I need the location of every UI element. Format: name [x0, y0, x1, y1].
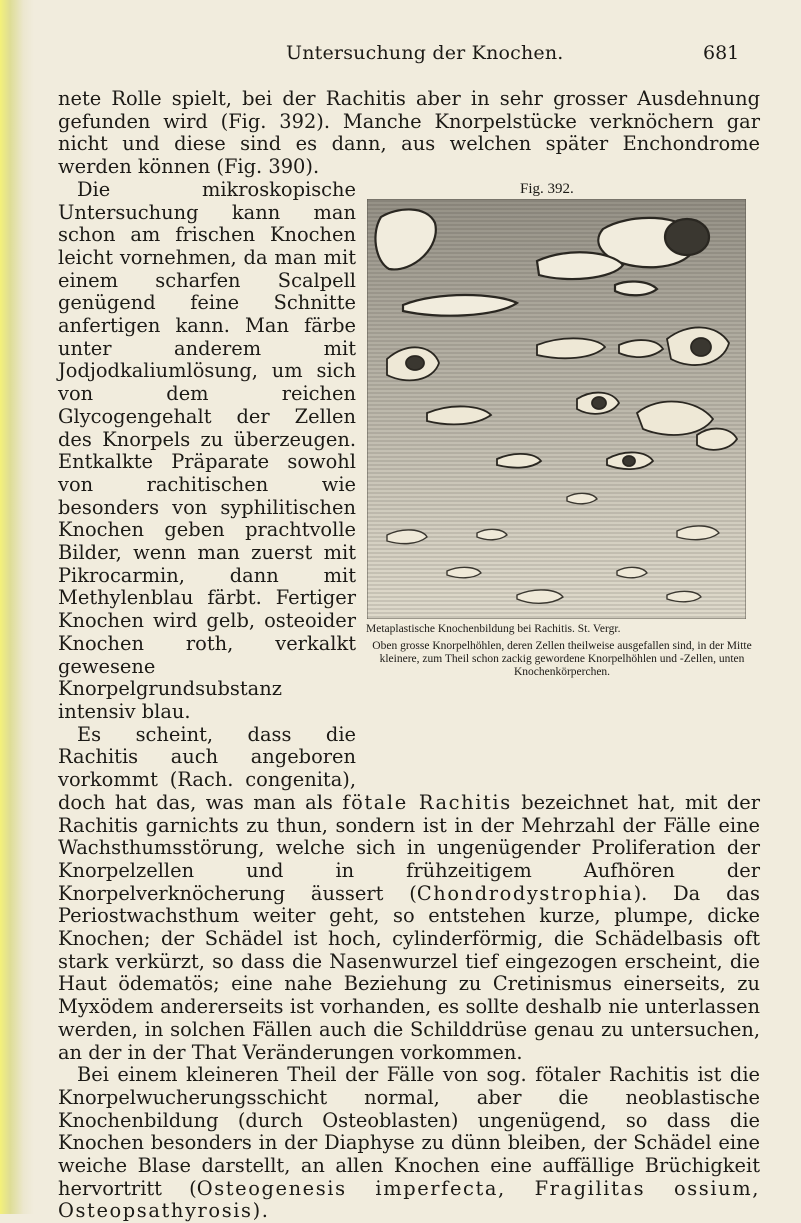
page-header: [0, 42, 801, 72]
page-edge: [0, 0, 34, 1214]
body-text: [58, 88, 760, 1223]
micrograph-illustration: [367, 199, 746, 619]
paragraph-3-part-3: ). Da das Periostwachsthum weiter geht, so entstehen kurze, plumpe, dicke Knochen; der Schädel ist hoch, cylinderförmig, die Schädelbasis oft stark verkürzt, so dass die Nasenwurzel tief eingezogen erscheint, die Haut ödematös; eine nahe Beziehung zu Cretinismus einerseits, zu Myxödem andererseits ist vorhanden, es sollte deshalb nie unterlassen werden, in solchen Fällen auch die Schilddrüse genau zu untersuchen, an der in der That Veränderungen vorkommen.: [58, 881, 760, 1064]
figure-caption-body: Oben grosse Knorpelhöhlen, deren Zellen theilweise ausgefallen sind, in der Mitte kleinere, zum Theil schon zackig gewordene Knorpelhöhlen und -Zellen, unten Knochenkörperchen.: [372, 639, 752, 679]
paragraph-3-part-1: Es scheint, dass die Rachitis auch angeboren vorkommt (Rach. congenita), doch hat das, was man als: [58, 722, 356, 814]
figure-caption-title: Metaplastische Knochenbildung bei Rachitis. St. Vergr.: [366, 622, 621, 635]
paragraph-4-part-2: , Fragilitas ossium, Osteopsathyrosis).: [58, 1176, 760, 1223]
figure-label: Fig. 392.: [520, 180, 574, 197]
paragraph-3-part-2: bezeichnet hat, mit der Rachitis garnichts zu thun, sondern ist in der Mehrzahl der Fälle eine Wachsthumsstörung, welche sich in ungenügender Proliferation der Knorpelzellen und in frühzeitigem Aufhören der Knorpelverknöcherung äussert (: [58, 790, 760, 905]
running-head: Untersuchung der Knochen.: [286, 42, 564, 64]
paragraph-1: nete Rolle spielt, bei der Rachitis aber in sehr grosser Ausdehnung gefunden wird (Fig. 392). Manche Knorpelstücke verknöchern gar nicht und diese sind es dann, aus welchen später Enchondrome werden können (Fig. 390).: [58, 87, 760, 179]
paragraph-4-part-1: Bei einem kleineren Theil der Fälle von sog. fötaler Rachitis ist die Knorpelwucherungsschicht normal, aber die neoblastische Knochenbildung (durch Osteoblasten) ungenügend, so dass die Knochen besonders in der Diaphyse zu dünn bleiben, der Schädel eine weiche Blase darstellt, an allen Knochen eine auffällige Brüchigkeit hervortritt (: [58, 1063, 760, 1200]
term-fotale-rachitis: fötale Rachitis: [342, 790, 512, 814]
term-chondrodystrophia: Chondrodystrophia: [416, 881, 634, 905]
paragraph-4: [58, 1064, 760, 1223]
paragraph-2: Die mikroskopische Untersuchung kann man schon am frischen Knochen leicht vornehmen, da man mit einem scharfen Scalpell genügend feine Schnitte anfertigen kann. Man färbe unter anderem mit Jodjodkaliumlösung, um sich von dem reichen Glycogengehalt der Zellen des Knorpels zu überzeugen. Entkalkte Präparate sowohl von rachitischen wie besonders von syphilitischen Knochen geben prachtvolle Bilder, wenn man zuerst mit Pikrocarmin, dann mit Methylenblau färbt. Fertiger Knochen wird gelb, osteoider Knochen roth, verkalkt gewesene Knorpelgrundsubstanz intensiv blau.: [58, 177, 356, 723]
term-osteogenesis-imperfecta: Osteogenesis imperfecta: [196, 1176, 499, 1200]
paragraph-3: [58, 724, 760, 1065]
page-number: 681: [703, 42, 740, 64]
figure-392: [366, 179, 760, 772]
